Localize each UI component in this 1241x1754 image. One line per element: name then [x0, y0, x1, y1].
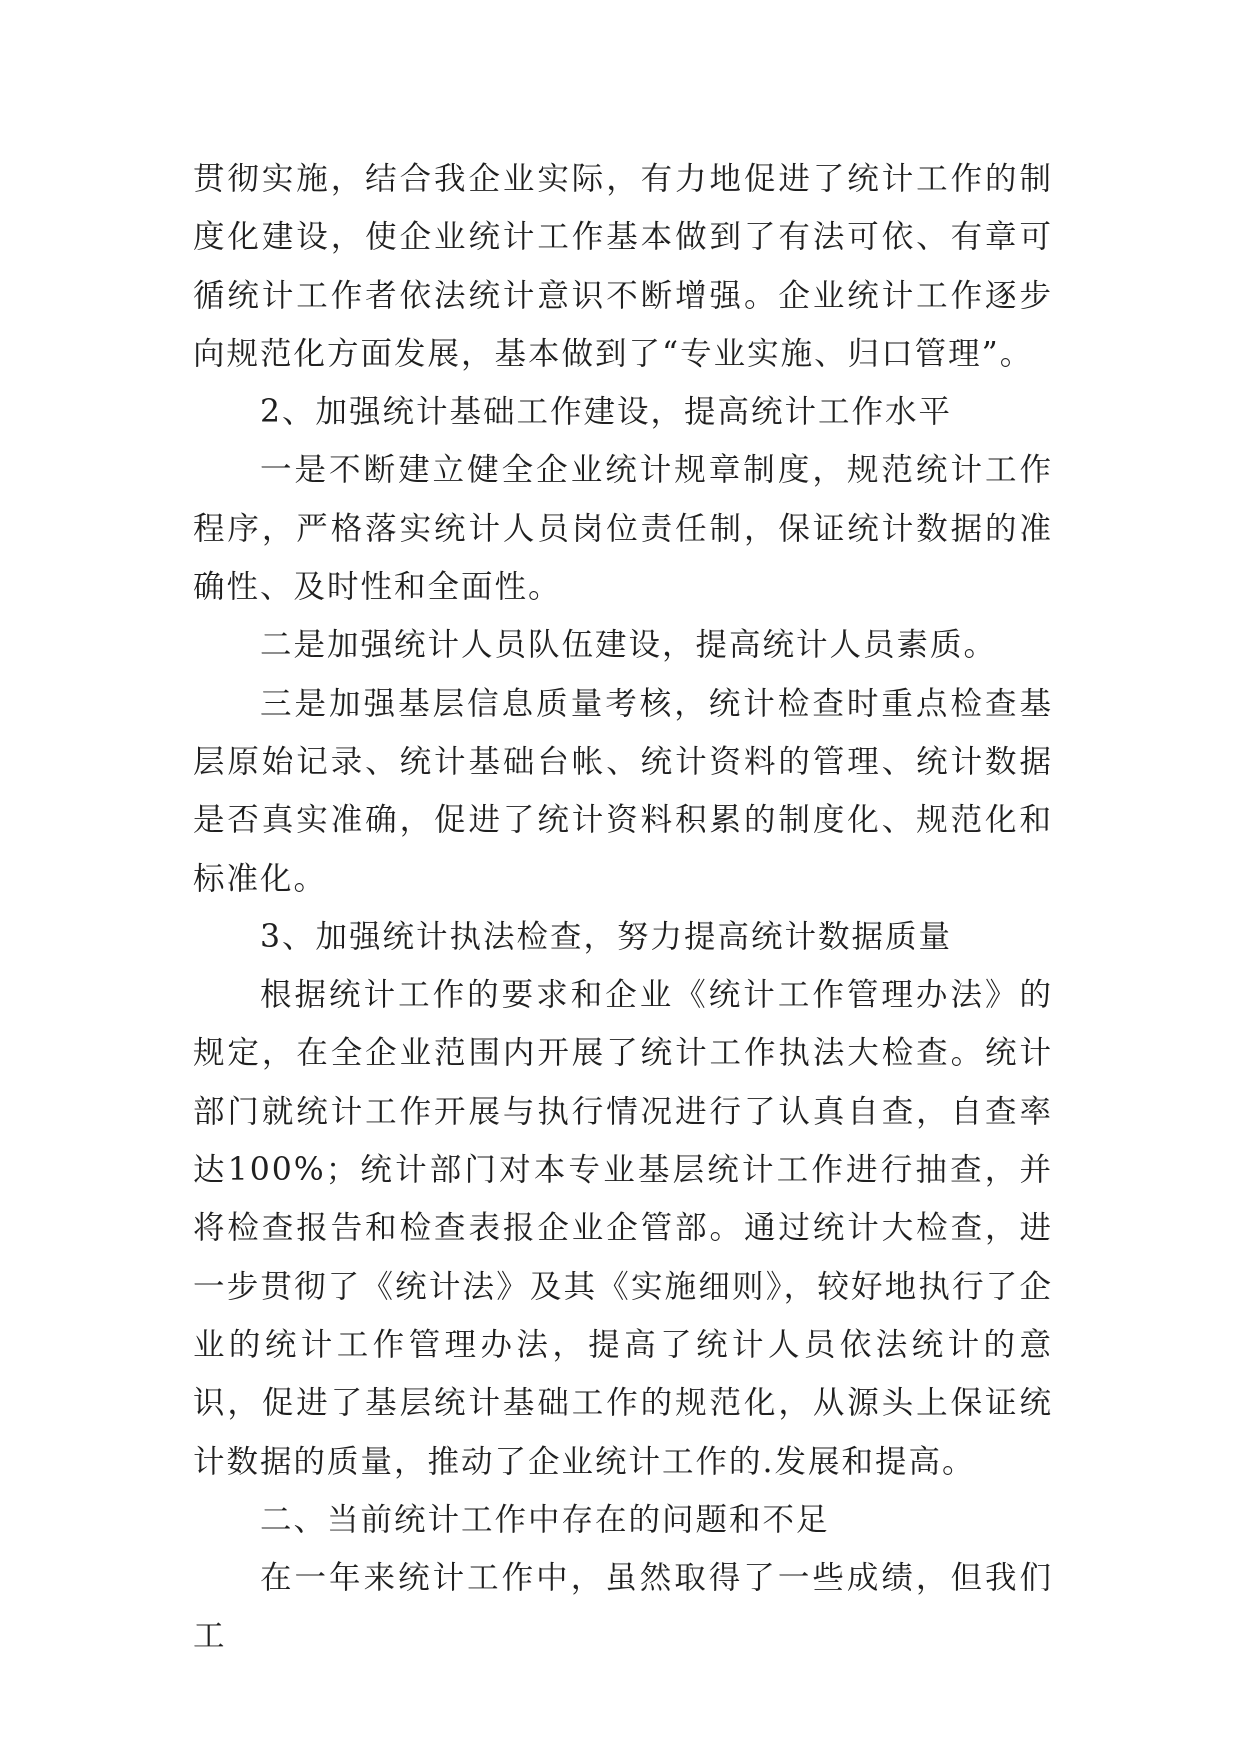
- document-body: [193, 150, 1053, 1666]
- paragraph-point-three: 三是加强基层信息质量考核，统计检查时重点检查基层原始记录、统计基础台帐、统计资料的管理、统计数据是否真实准确，促进了统计资料积累的制度化、规范化和标准化。: [193, 685, 1053, 897]
- section-heading-3: 3、加强统计执法检查，努力提高统计数据质量: [260, 918, 953, 955]
- paragraph-point-one: 一是不断建立健全企业统计规章制度，规范统计工作程序，严格落实统计人员岗位责任制，保证统计数据的准确性、及时性和全面性。: [193, 452, 1053, 606]
- section-heading-problems: 二、当前统计工作中存在的问题和不足: [260, 1501, 830, 1538]
- paragraph-inspection: 根据统计工作的要求和企业《统计工作管理办法》的规定，在全企业范围内开展了统计工作执法大检查。统计部门就统计工作开展与执行情况进行了认真自查，自查率达100%；统计部门对本专业基层统计工作进行抽查，并将检查报告和检查表报企业企管部。通过统计大检查，进一步贯彻了《统计法》及其《实施细则》，较好地执行了企业的统计工作管理办法，提高了统计人员依法统计的意识，促进了基层统计基础工作的规范化，从源头上保证统计数据的质量，推动了企业统计工作的.发展和提高。: [193, 977, 1053, 1480]
- paragraph-point-two: 二是加强统计人员队伍建设，提高统计人员素质。: [260, 627, 998, 664]
- section-heading-2: 2、加强统计基础工作建设，提高统计工作水平: [260, 394, 953, 431]
- paragraph-problems-intro: 在一年来统计工作中，虽然取得了一些成绩，但我们工: [193, 1560, 1053, 1655]
- paragraph-continuation: 贯彻实施，结合我企业实际，有力地促进了统计工作的制度化建设，使企业统计工作基本做到了有法可依、有章可循统计工作者依法统计意识不断增强。企业统计工作逐步向规范化方面发展，基本做到了“专业实施、归口管理”。: [193, 161, 1053, 372]
